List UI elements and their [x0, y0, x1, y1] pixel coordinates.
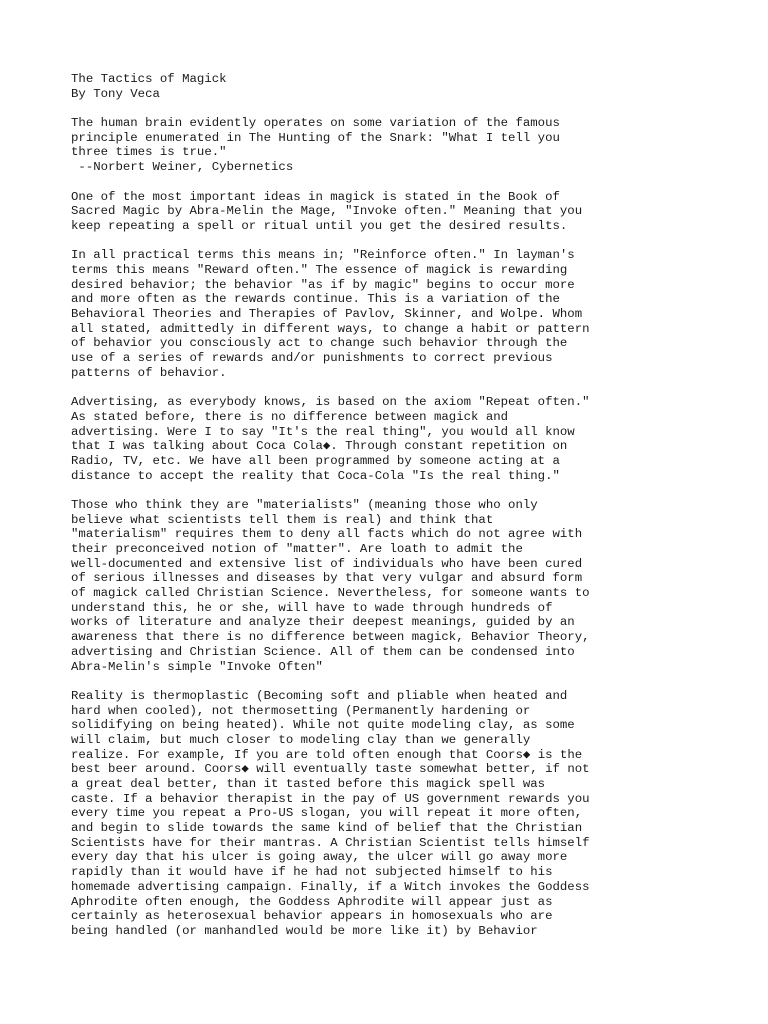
- text-line: believe what scientists tell them is real) and think that: [71, 512, 494, 527]
- text-line: realize. For example, If you are told often enough that Coors◆ is the: [71, 747, 583, 762]
- text-line: rapidly than it would have if he had not subjected himself to his: [71, 865, 553, 880]
- document-page: [71, 72, 711, 953]
- paragraph: [71, 248, 711, 380]
- text-line: As stated before, there is no difference between magick and: [71, 409, 509, 424]
- text-line: homemade advertising campaign. Finally, if a Witch invokes the Goddess: [71, 879, 590, 894]
- text-line: hard when cooled), not thermosetting (Permanently hardening or: [71, 703, 531, 718]
- document-body: [71, 116, 711, 939]
- text-line: caste. If a behavior therapist in the pay of US government rewards you: [71, 791, 590, 806]
- text-line: desired behavior; the behavior "as if by magic" begins to occur more: [71, 277, 575, 292]
- document-byline: By Tony Veca: [71, 86, 160, 101]
- text-line: understand this, he or she, will have to wade through hundreds of: [71, 600, 553, 615]
- text-line: advertising. Were I to say "It's the real thing", you would all know: [71, 424, 575, 439]
- text-line: terms this means "Reward often." The essence of magick is rewarding: [71, 262, 568, 277]
- text-line: Scientists have for their mantras. A Christian Scientist tells himself: [71, 835, 590, 850]
- text-line: advertising and Christian Science. All of them can be condensed into: [71, 644, 575, 659]
- paragraph: [71, 190, 711, 234]
- text-line: patterns of behavior.: [71, 365, 227, 380]
- text-line: all stated, admittedly in different ways, to change a habit or pattern: [71, 321, 590, 336]
- text-line: Abra-Melin's simple "Invoke Often": [71, 659, 323, 674]
- text-line: three times is true.": [71, 145, 227, 160]
- document-title: The Tactics of Magick: [71, 72, 227, 86]
- text-line: that I was talking about Coca Cola◆. Through constant repetition on: [71, 439, 568, 454]
- text-line: awareness that there is no difference between magick, Behavior Theory,: [71, 630, 590, 645]
- text-line: of serious illnesses and diseases by that very vulgar and absurd form: [71, 571, 583, 586]
- text-line: --Norbert Weiner, Cybernetics: [71, 160, 294, 175]
- text-line: solidifying on being heated). While not quite modeling clay, as some: [71, 718, 575, 733]
- text-line: and begin to slide towards the same kind of belief that the Christian: [71, 821, 583, 836]
- text-line: a great deal better, than it tasted before this magick spell was: [71, 777, 546, 791]
- text-line: In all practical terms this means in; "Reinforce often." In layman's: [71, 248, 575, 263]
- text-line: best beer around. Coors◆ will eventually taste somewhat better, if not: [71, 762, 590, 777]
- document-header: [71, 72, 711, 101]
- text-line: certainly as heterosexual behavior appears in homosexuals who are: [71, 909, 553, 924]
- text-line: Radio, TV, etc. We have all been programmed by someone acting at a: [71, 453, 560, 468]
- text-line: will claim, but much closer to modeling clay than we generally: [71, 732, 531, 747]
- text-line: of magick called Christian Science. Nevertheless, for someone wants to: [71, 586, 590, 601]
- text-line: use of a series of rewards and/or punishments to correct previous: [71, 351, 553, 366]
- text-line: works of literature and analyze their deepest meanings, guided by an: [71, 615, 575, 630]
- text-line: well-documented and extensive list of individuals who have been cured: [71, 556, 583, 571]
- text-line: distance to accept the reality that Coca-Cola "Is the real thing.": [71, 468, 560, 483]
- text-line: One of the most important ideas in magick is stated in the Book of: [71, 189, 560, 204]
- text-line: Advertising, as everybody knows, is based on the axiom "Repeat often.": [71, 395, 590, 410]
- text-line: being handled (or manhandled would be more like it) by Behavior: [71, 923, 538, 938]
- paragraph: [71, 395, 711, 483]
- text-line: Sacred Magic by Abra-Melin the Mage, "Invoke often." Meaning that you: [71, 204, 583, 219]
- paragraph: [71, 116, 711, 175]
- text-line: principle enumerated in The Hunting of the Snark: "What I tell you: [71, 130, 560, 145]
- text-line: every day that his ulcer is going away, the ulcer will go away more: [71, 850, 568, 865]
- text-line: Those who think they are "materialists" (meaning those who only: [71, 497, 538, 512]
- text-line: "materialism" requires them to deny all facts which do not agree with: [71, 527, 583, 542]
- paragraph: [71, 498, 711, 674]
- text-line: keep repeating a spell or ritual until you get the desired results.: [71, 218, 568, 233]
- text-line: Behavioral Theories and Therapies of Pavlov, Skinner, and Wolpe. Whom: [71, 307, 583, 321]
- text-line: Aphrodite often enough, the Goddess Aphrodite will appear just as: [71, 894, 553, 909]
- text-line: of behavior you consciously act to change such behavior through the: [71, 336, 568, 351]
- text-line: and more often as the rewards continue. This is a variation of the: [71, 292, 560, 307]
- text-line: The human brain evidently operates on some variation of the famous: [71, 116, 560, 131]
- text-line: their preconceived notion of "matter". Are loath to admit the: [71, 542, 523, 556]
- text-line: every time you repeat a Pro-US slogan, you will repeat it more often,: [71, 806, 583, 821]
- text-line: Reality is thermoplastic (Becoming soft and pliable when heated and: [71, 688, 568, 703]
- paragraph: [71, 689, 711, 939]
